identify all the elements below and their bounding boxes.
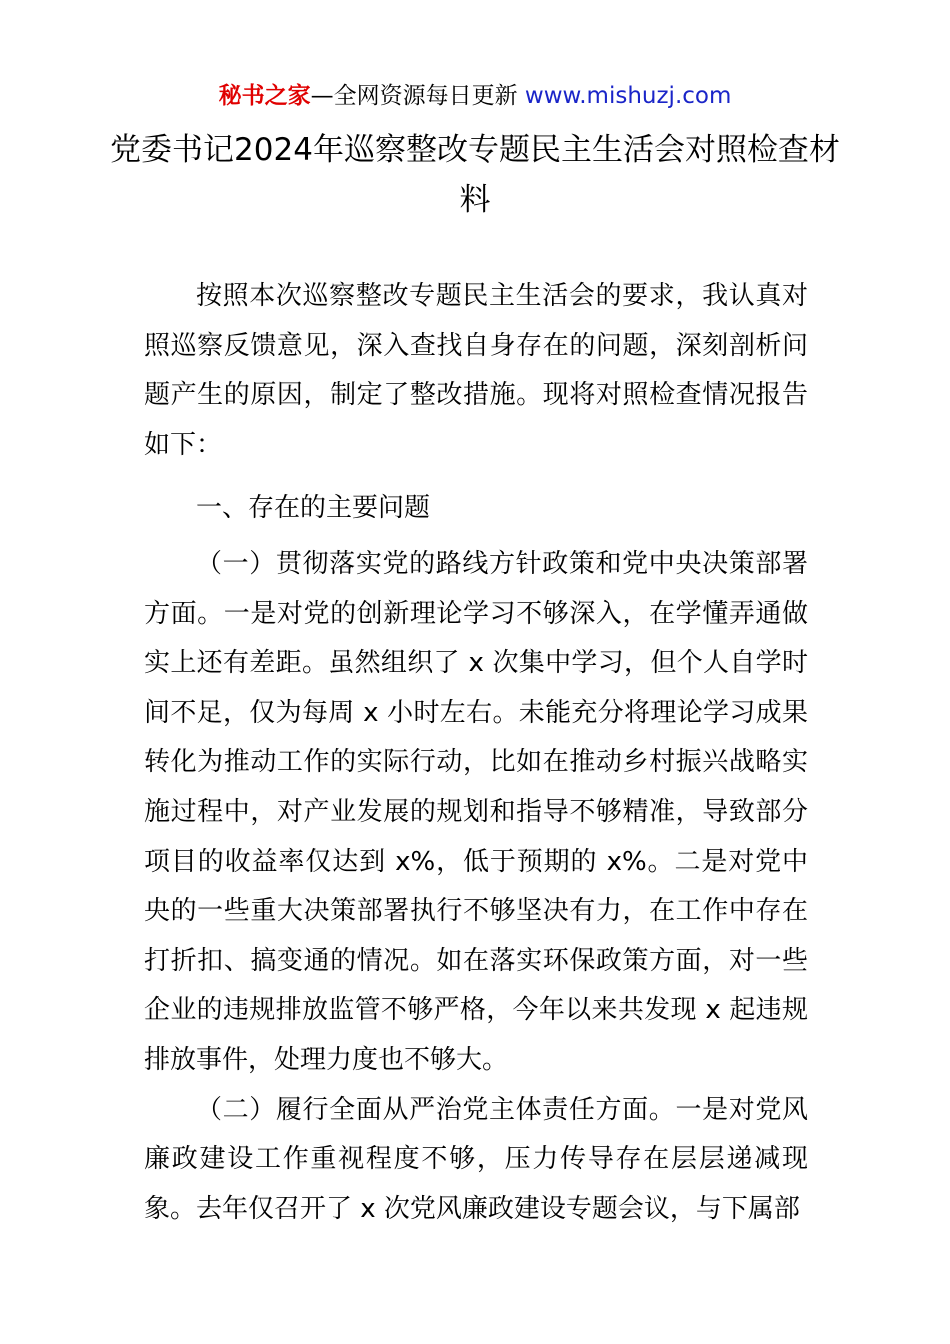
paragraph-point-2: （二）履行全面从严治党主体责任方面。一是对党风廉政建设工作重视程度不够，压力传导存在层层递减现象。去年仅召开了 x 次党风廉政建设专题会议，与下属部 <box>144 1094 808 1224</box>
site-header <box>0 80 950 112</box>
paragraph-point-1: （一）贯彻落实党的路线方针政策和党中央决策部署方面。一是对党的创新理论学习不够深入，在学懂弄通做实上还有差距。虽然组织了 x 次集中学习，但个人自学时间不足，仅为每周 x 小时左右。未能充分将理论学习成果转化为推动工作的实际行动，比如在推动乡村振兴战略实施过程中，对产业发展的规划和指导不够精准，导致部分项目的收益率仅达到 x%，低于预期的 x%。二是对党中央的一些重大决策部署执行不够坚决有力，在工作中存在打折扣、搞变通的情况。如在落实环保政策方面，对一些企业的违规排放监管不够严格，今年以来共发现 x 起违规排放事件，处理力度也不够大。 <box>144 548 808 1075</box>
header-tagline: —全网资源每日更新 <box>310 83 525 109</box>
intro-paragraph: 按照本次巡察整改专题民主生活会的要求，我认真对照巡察反馈意见，深入查找自身存在的问题，深刻剖析问题产生的原因，制定了整改措施。现将对照检查情况报告如下： <box>144 281 808 460</box>
brand-name: 秘书之家 <box>218 83 311 109</box>
site-url-link[interactable]: www.mishuzj.com <box>524 83 732 109</box>
document-title: 党委书记2024年巡察整改专题民主生活会对照检查材料 <box>110 132 840 218</box>
document-body <box>144 272 808 1234</box>
section-heading-problems: 一、存在的主要问题 <box>196 493 431 524</box>
